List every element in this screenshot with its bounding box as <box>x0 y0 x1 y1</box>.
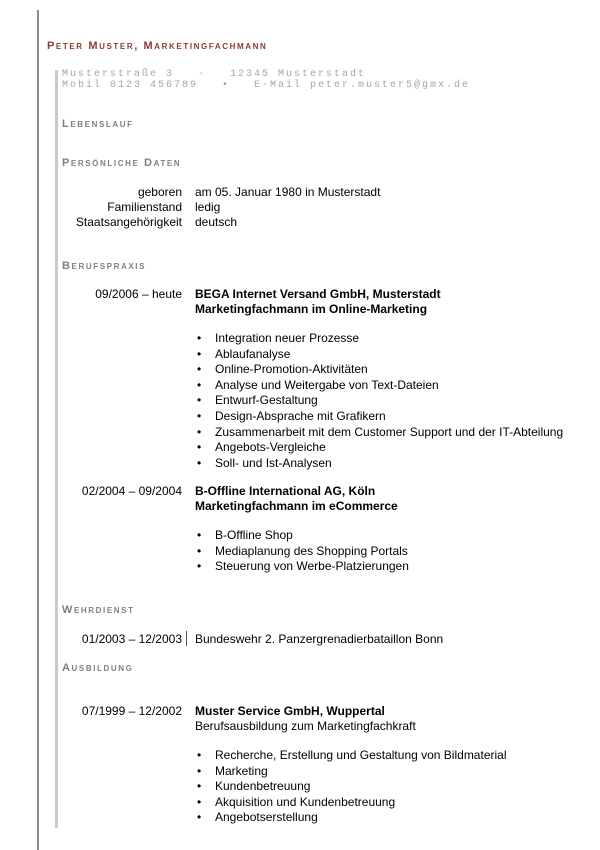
job-company: BEGA Internet Versand GmbH, Musterstadt <box>195 287 441 301</box>
personal-value: am 05. Januar 1980 in Musterstadt <box>195 185 381 199</box>
job-role: Marketingfachmann im Online-Marketing <box>195 302 428 316</box>
job-task: • Entwurf-Gestaltung <box>195 393 563 409</box>
ausbildung-task: • Angebotserstellung <box>195 810 507 826</box>
job-role: Marketingfachmann im eCommerce <box>195 499 398 513</box>
content-left-rule <box>55 70 58 828</box>
job-period: 09/2006 – heute <box>95 287 182 301</box>
job-task: • Steuerung von Werbe-Platzierungen <box>195 559 409 575</box>
ausbildung-company: Muster Service GmbH, Wuppertal <box>195 704 385 718</box>
job-task: • Integration neuer Prozesse <box>195 331 563 347</box>
job-task: • Ablaufanalyse <box>195 347 563 363</box>
job-task-list <box>195 331 563 471</box>
ausbildung-task: • Recherche, Erstellung und Gestaltung von Bildmaterial <box>195 748 507 764</box>
personal-value: deutsch <box>195 215 238 229</box>
cv-name-title: Peter Muster, Marketingfachmann <box>47 40 268 52</box>
ausbildung-task: • Kundenbetreuung <box>195 779 507 795</box>
job-company: B-Offline International AG, Köln <box>195 484 376 498</box>
section-ausbildung: Ausbildung <box>62 662 134 674</box>
contact-address: Musterstraße 3 - 12345 Musterstadt <box>62 69 367 80</box>
job-task: • Angebots-Vergleiche <box>195 440 563 456</box>
job-task: • B-Offline Shop <box>195 528 409 544</box>
ausbildung-task: • Marketing <box>195 764 507 780</box>
page-left-rule <box>37 10 39 850</box>
ausbildung-role: Berufsausbildung zum Marketingfachkraft <box>195 719 416 733</box>
job-period: 02/2004 – 09/2004 <box>81 484 182 498</box>
ausbildung-task: • Akquisition und Kundenbetreuung <box>195 795 507 811</box>
job-task: • Design-Absprache mit Grafikern <box>195 409 563 425</box>
wehrdienst-period: 01/2003 – 12/2003 <box>81 632 182 646</box>
contact-phone-email: Mobil 0123 456789 • E-Mail peter.muster5@gmx.de <box>62 80 471 91</box>
personal-label: Staatsangehörigkeit <box>75 215 182 229</box>
wehrdienst-text: Bundeswehr 2. Panzergrenadierbataillon Bonn <box>195 632 444 646</box>
period-divider <box>186 631 187 646</box>
personal-label: geboren <box>137 185 182 199</box>
job-task: • Zusammenarbeit mit dem Customer Support und der IT-Abteilung <box>195 425 563 441</box>
job-task: • Mediaplanung des Shopping Portals <box>195 544 409 560</box>
section-wehrdienst: Wehrdienst <box>62 604 135 616</box>
personal-value: ledig <box>195 200 221 214</box>
ausbildung-task-list <box>195 748 507 826</box>
section-persoenliche-daten: Persönliche Daten <box>62 157 182 169</box>
section-lebenslauf: Lebenslauf <box>62 118 134 130</box>
section-berufspraxis: Berufspraxis <box>62 260 147 272</box>
personal-label: Familienstand <box>107 200 182 214</box>
job-task: • Analyse und Weitergabe von Text-Dateien <box>195 378 563 394</box>
job-task-list <box>195 528 409 575</box>
job-task: • Online-Promotion-Aktivitäten <box>195 362 563 378</box>
job-task: • Soll- und Ist-Analysen <box>195 456 563 472</box>
ausbildung-period: 07/1999 – 12/2002 <box>81 704 182 718</box>
